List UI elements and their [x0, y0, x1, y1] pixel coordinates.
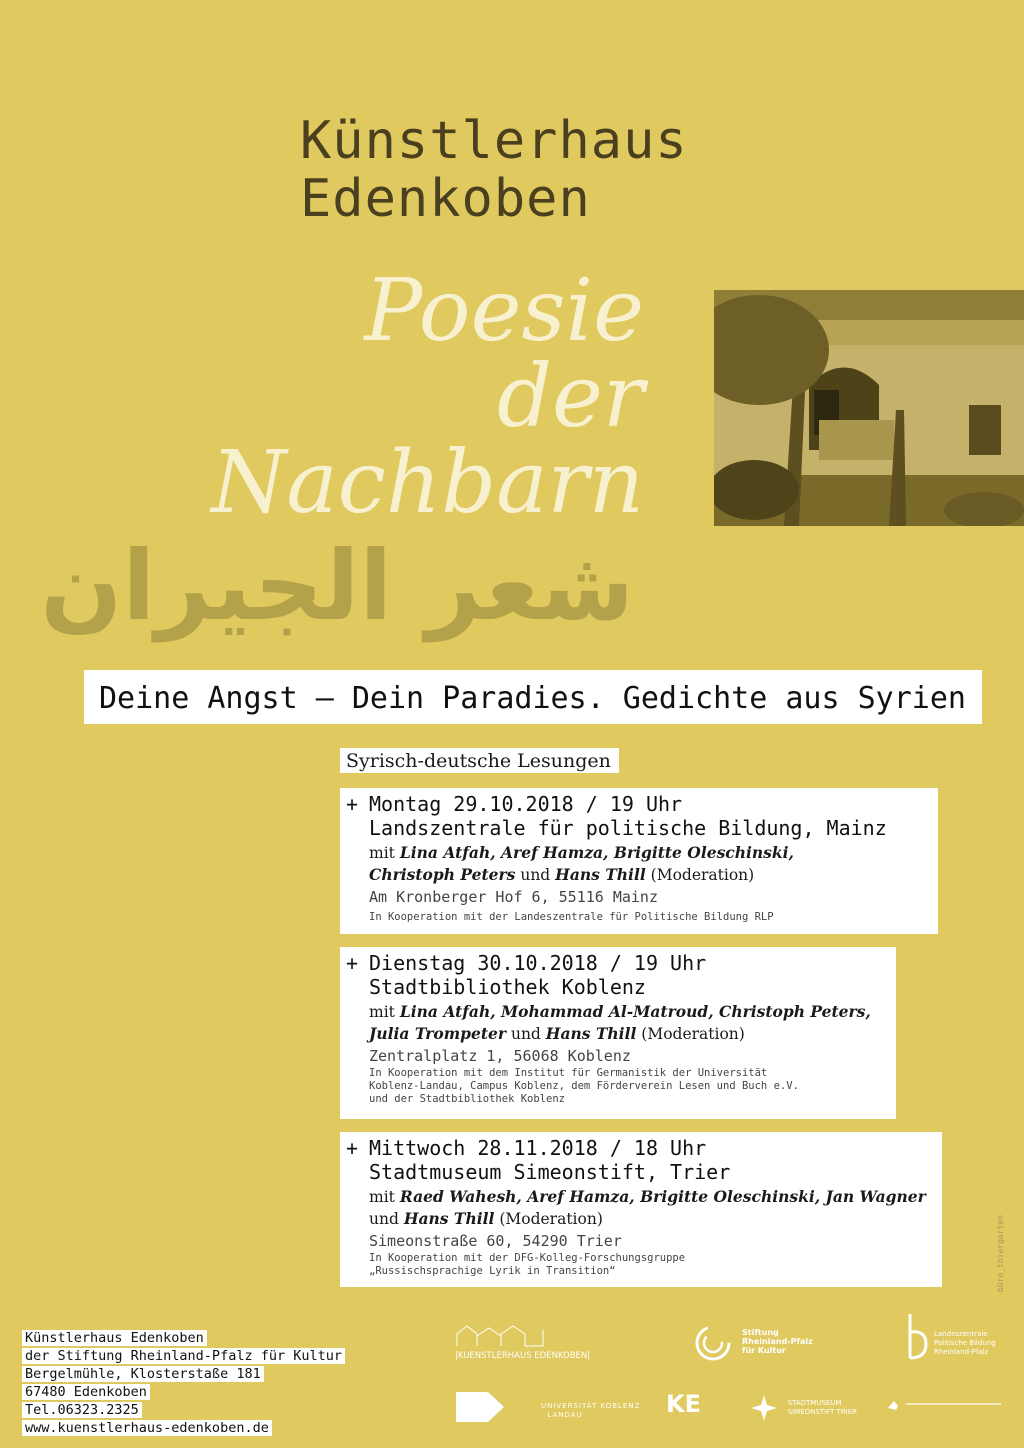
event-date: + Mittwoch 28.11.2018 / 18 Uhr: [346, 1136, 707, 1160]
lpb-b-icon: [906, 1312, 930, 1364]
stadtmuseum-logo: STADTMUSEUM SIMEONSTIFT TRIER: [750, 1394, 860, 1422]
event-cooperation: In Kooperation mit der Landeszentrale für Politische Bildung RLP: [369, 911, 774, 923]
arabic-title: شعر الجيران: [40, 530, 634, 642]
event-card: [340, 788, 938, 934]
event-cooperation: In Kooperation mit dem Institut für Germanistik der Universität Koblenz-Landau, Campus Koblenz, dem Förderverein Lesen und Buch e.V. und der Stadtbibliothek Koblenz: [369, 1067, 799, 1105]
poster-title: [211, 261, 644, 533]
house-outline-icon: [455, 1322, 545, 1348]
header-title: [300, 112, 688, 228]
courtyard-photo: [714, 290, 1024, 526]
event-date: + Montag 29.10.2018 / 19 Uhr: [346, 792, 683, 816]
event-address: Am Kronberger Hof 6, 55116 Mainz: [369, 888, 658, 906]
ke-logo: KE: [666, 1390, 701, 1418]
kolleg-logo: [886, 1398, 1006, 1412]
poster-title-line1: Poesie: [364, 261, 644, 361]
plus-icon: +: [346, 792, 359, 816]
event-participants: mit Lina Atfah, Mohammad Al-Matroud, Christoph Peters, Julia Trompeter und Hans Thill (Moderation): [369, 1002, 871, 1043]
contact-website-link[interactable]: www.kuenstlerhaus-edenkoben.de: [22, 1420, 272, 1436]
designer-credit: büro_thiergarten: [996, 1215, 1005, 1293]
contact-line: Bergelmühle, Klosterstaße 181: [22, 1366, 264, 1382]
poster-title-line2: der: [496, 347, 644, 447]
subtitle: Deine Angst – Dein Paradies. Gedichte aus Syrien: [84, 670, 982, 724]
plus-icon: +: [346, 1136, 359, 1160]
spiral-icon: [694, 1324, 732, 1362]
kuenstlerhaus-logo: |KUENSTLERHAUS EDENKOBEN|: [455, 1322, 600, 1361]
event-venue: Stadtmuseum Simeonstift, Trier: [369, 1160, 731, 1184]
event-card: [340, 947, 896, 1119]
universitaet-logo: UNIVERSITÄT KOBLENZ · LANDAU: [541, 1402, 641, 1419]
contact-line: 67480 Edenkoben: [22, 1384, 150, 1400]
event-card: [340, 1132, 942, 1287]
header-title-line1: Künstlerhaus: [300, 111, 688, 171]
contact-line: der Stiftung Rheinland-Pfalz für Kultur: [22, 1348, 345, 1364]
stadtbibliothek-logo: [456, 1392, 504, 1422]
section-label: Syrisch-deutsche Lesungen: [340, 748, 619, 773]
contact-phone: Tel.06323.2325: [22, 1402, 142, 1418]
event-participants: mit Lina Atfah, Aref Hamza, Brigitte Oleschinski, Christoph Peters und Hans Thill (Moderation): [369, 843, 794, 884]
event-venue: Landszentrale für politische Bildung, Mainz: [369, 816, 887, 840]
contact-line: Künstlerhaus Edenkoben: [22, 1330, 207, 1346]
event-address: Simeonstraße 60, 54290 Trier: [369, 1232, 622, 1250]
header-title-line2: Edenkoben: [300, 169, 591, 229]
event-cooperation: In Kooperation mit der DFG-Kolleg-Forschungsgruppe „Russischsprachige Lyrik in Transition“: [369, 1252, 686, 1277]
stiftung-logo: Stiftung Rheinland-Pfalz für Kultur: [694, 1322, 824, 1366]
event-date: + Dienstag 30.10.2018 / 19 Uhr: [346, 951, 707, 975]
event-venue: Stadtbibliothek Koblenz: [369, 975, 646, 999]
contact-block: [22, 1330, 345, 1438]
event-address: Zentralplatz 1, 56068 Koblenz: [369, 1047, 631, 1065]
poster-title-line3: Nachbarn: [211, 433, 644, 533]
star-icon: [750, 1394, 778, 1422]
landeszentrale-logo: Landeszentrale Politische Bildung Rheinland-Pfalz: [906, 1312, 1016, 1372]
plus-icon: +: [346, 951, 359, 975]
event-participants: mit Raed Wahesh, Aref Hamza, Brigitte Oleschinski, Jan Wagner und Hans Thill (Moderation): [369, 1187, 926, 1228]
